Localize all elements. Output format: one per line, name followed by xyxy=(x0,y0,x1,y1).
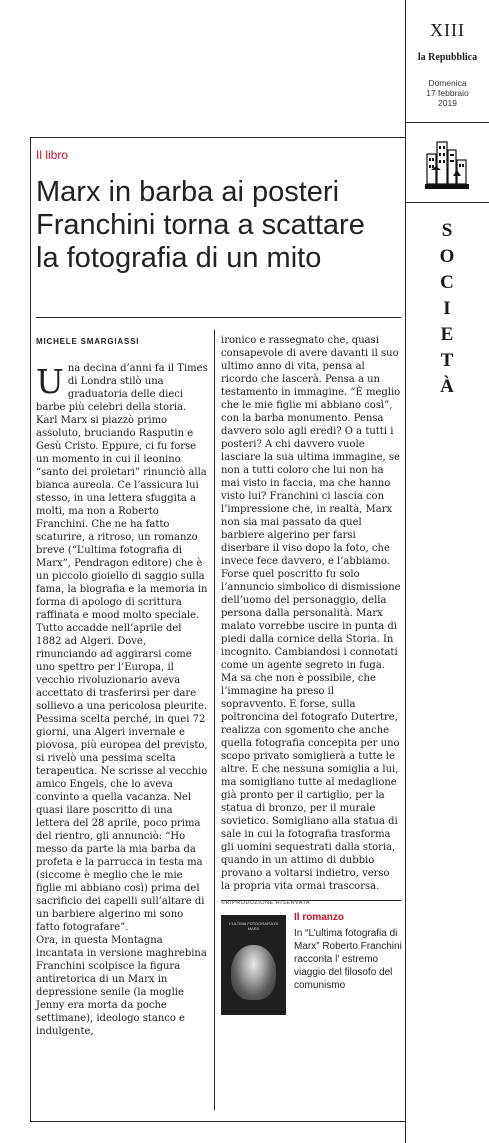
page-number: XIII xyxy=(430,20,465,40)
copyright-notice: ©RIPRODUZIONE RISERVATA xyxy=(221,900,311,906)
paragraph-text: Ora, in questa Montagna incantata in versione maghrebina Franchini scolpisce la figura antiretorica di un Marx in depressione senile (la moglie Jenny era morta da poche settimane), ideologo stanco e indulgente, xyxy=(36,935,207,1037)
section-letter: I xyxy=(443,298,452,319)
rail-top-rule xyxy=(406,122,489,123)
city-skyline-icon xyxy=(425,136,469,190)
paragraph xyxy=(36,362,208,934)
paragraph-text: ironico e rassegnato che, quasi consapevole di avere davanti il suo ultimo anno di vita, pensa al ricordo che lascerà. Pensa a un testamento in immagine. “È meglio che le mie figlie mi abbiano così”, con la barba monumento. Pensa davvero solo agli eredi? O a tutti i posteri? A chi davvero vuole lasciare la sua ultima immagine, se non a tutti coloro che lui non ha mai visto in faccia, ma che hanno visto lui? Franchini ci lascia con l’impressione che, in realtà, Marx non sia mai passato da quel barbiere algerino per farsi diserbare il viso dopo la foto, che invece fece davvero, e l’abbiamo. Forse quel poscritto fu solo l’annuncio simbolico di dismissione dell’uomo del personaggio, della persona dalla personalità. Marx malato vorrebbe uscire in punta di piedi dalla cornice della Storia. In incognito. Cambiandosi i connotati come un agente segreto in fuga. Ma sa che non è possibile, che l’immagine ha preso il sopravvento. E forse, sulla poltroncina del fotografo Dutertre, realizza con sgomento che anche quella fotografia concepita per uno scopo privato somiglierà a tutte le altre. E che nessuna somiglia a lui, ma somigliano tutte al medaglione già pronto per il cartiglio, per la statua di bronzo, per il murale sovietico. Somigliano alla statua di sale in cui la fotografia trasforma gli uomini sequestrati dalla storia, quando in un attimo di dubbio provano a voltarsi indietro, verso la propria vita ormai trascorsa. xyxy=(221,335,401,892)
newspaper-name: la Repubblica xyxy=(417,52,478,63)
book-box-label: Il romanzo xyxy=(294,912,345,923)
section-letter: S xyxy=(441,220,454,241)
column-divider xyxy=(214,330,215,1110)
issue-day-month: 17 febbraio xyxy=(426,88,469,98)
book-cover-image xyxy=(221,915,286,1015)
article-left-rule xyxy=(30,137,31,1122)
paragraph-text: na decina d’anni fa il Times di Londra stilò una graduatoria delle dieci barbe più celebri della storia. Karl Marx si piazzò primo assoluto, bruciando Rasputin e Gesù Cristo. Eppure, ci fu forse un momento in cui il leonino “santo dei proletari” rinunciò alla bianca aureola. Ce l’assicura lui stesso, in una lettera sfuggita a molti, ma non a Roberto Franchini. Che ne ha fatto scaturire, a ritroso, un romanzo breve (“L’ultima fotografia di Marx”, Pendragon editore) che è un piccolo gioiello di saggio sulla fama, la biografia e la memoria in forma di apologo di scrittura raffinata e mood molto speciale. Tutto accadde nell’aprile del 1882 ad Algeri. Dove, rinunciando ad aggirarsi come uno spettro per l’Europa, il vecchio rivoluzionario aveva accettato di trasferirsi per dare sollievo a una pericolosa pleurite. Pessima scelta perché, in quei 72 giorni, una Algeri invernale e piovosa, più europea del previsto, si rivelò una pessima scelta terapeutica. Ne scrisse al vecchio amico Engels, che lo aveva convinto a quella vacanza. Nel quasi ilare poscritto di una lettera del 28 aprile, poco prima del rientro, gli annunciò: “Ho messo da parte la mia barba da profeta e la parrucca in testa ma (siccome è meglio che le mie figlie mi abbiano così) prima del sacrificio dei capelli sull’altare di un barbiere algerino mi sono fatto fotografare”. xyxy=(36,363,208,933)
marx-portrait xyxy=(231,945,276,1000)
paragraph xyxy=(221,334,401,893)
article-byline: MICHELE SMARGIASSI xyxy=(36,337,140,346)
headline-line: Marx in barba ai posteri xyxy=(36,176,340,208)
article-kicker: Il libro xyxy=(36,148,69,162)
issue-year: 2019 xyxy=(438,98,457,108)
rail-section-rule xyxy=(406,202,489,203)
rail-divider xyxy=(405,0,406,1143)
section-letter: À xyxy=(440,376,455,397)
section-letter: E xyxy=(440,324,455,345)
section-label-vertical xyxy=(406,218,489,400)
drop-cap: U xyxy=(36,362,64,401)
article-headline xyxy=(36,176,401,275)
paragraph xyxy=(36,934,208,1038)
headline-line: la fotografia di un mito xyxy=(36,242,322,274)
article-column-1 xyxy=(36,362,208,1038)
book-cover-title: L'ULTIMA FOTOGRAFIA DI MARX xyxy=(228,921,279,931)
section-letter: T xyxy=(440,350,455,371)
issue-date xyxy=(406,78,489,108)
section-letter: C xyxy=(440,272,455,293)
section-letter: O xyxy=(439,246,456,267)
headline-line: Franchini torna a scattare xyxy=(36,209,365,241)
article-top-rule xyxy=(30,137,406,138)
book-box-description: In “L’ultima fotografia di Marx” Roberto Franchini racconta l’ estremo viaggio del filosofo del comunismo xyxy=(294,928,402,991)
headline-rule xyxy=(36,317,401,318)
article-column-2 xyxy=(221,334,401,910)
issue-day: Domenica xyxy=(428,78,467,88)
article-bottom-rule xyxy=(30,1121,406,1122)
